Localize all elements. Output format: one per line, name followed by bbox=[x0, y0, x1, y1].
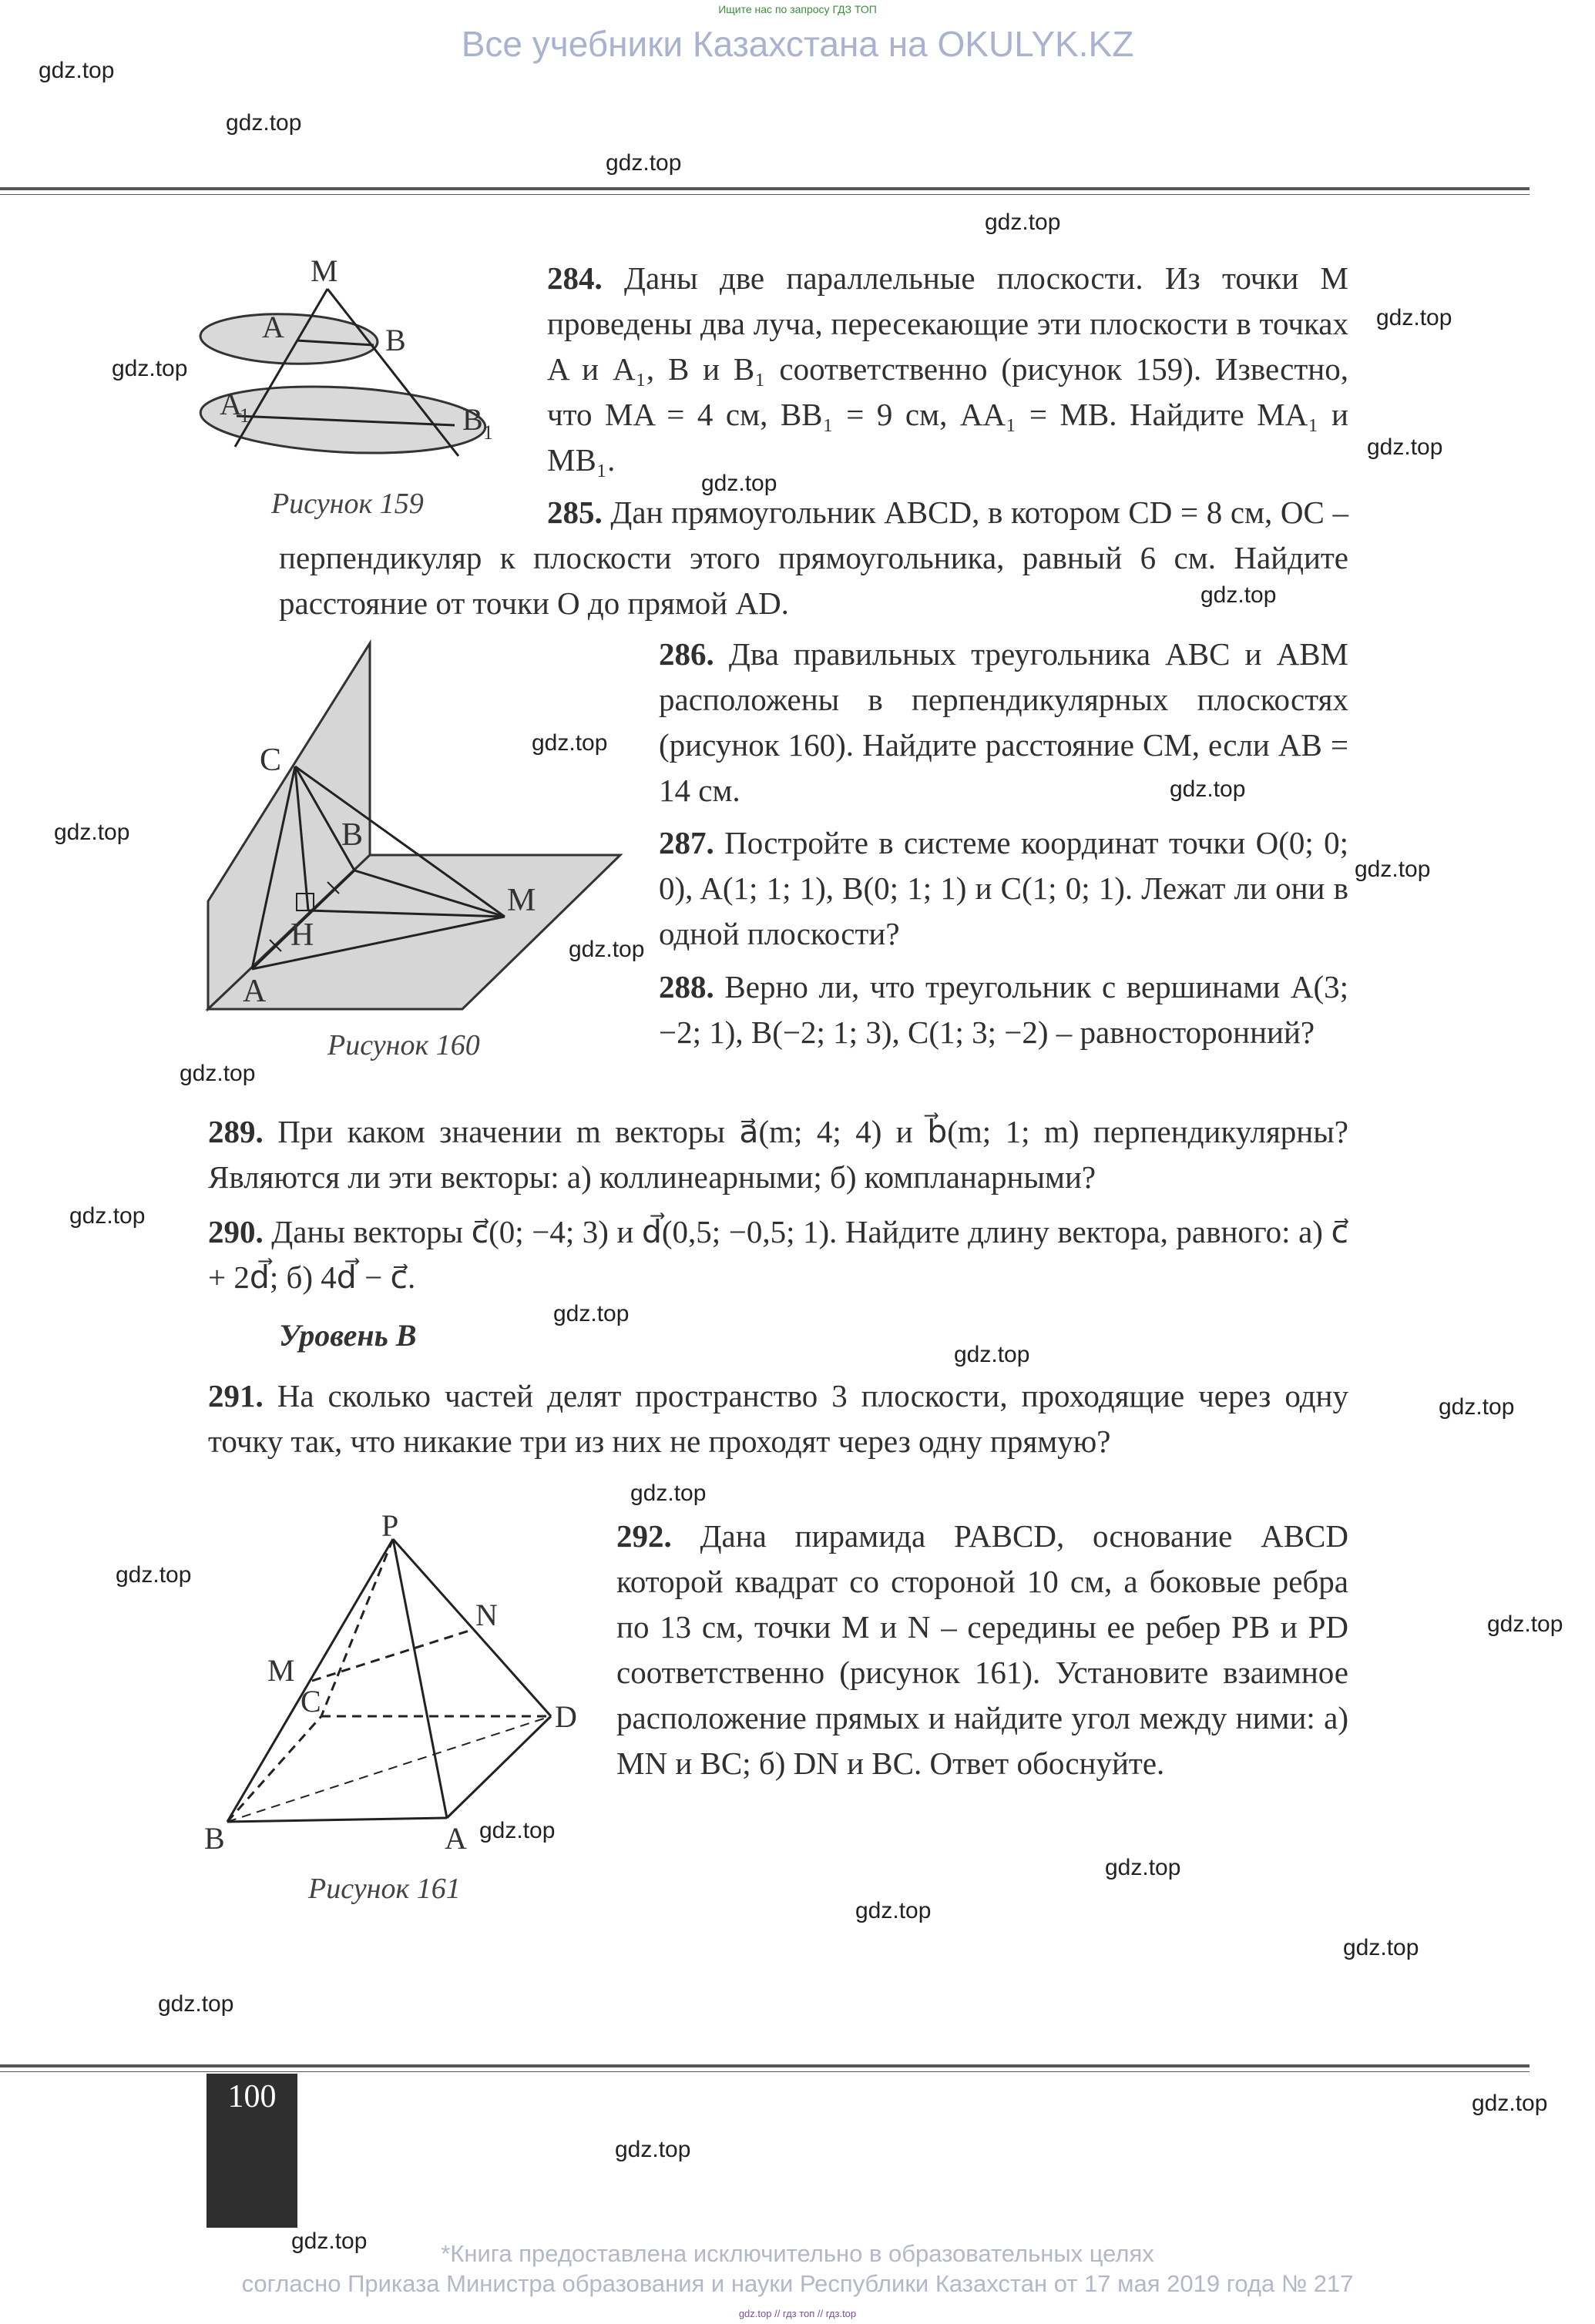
watermark: gdz.top bbox=[569, 937, 645, 962]
label-d: D bbox=[555, 1699, 577, 1734]
watermark: gdz.top bbox=[54, 820, 130, 845]
watermark: gdz.top bbox=[226, 110, 302, 136]
watermark: gdz.top bbox=[1355, 857, 1431, 882]
top-rule bbox=[0, 187, 1530, 190]
problem-text: Дан прямоугольник ABCD, в котором CD = 8 см, OC – перпендикуляр к плоскости этого прямоугольника, равный 6 см. Найдите расстояние от точки O до прямой AD. bbox=[279, 495, 1349, 621]
watermark: gdz.top bbox=[553, 1301, 630, 1326]
label-h: H bbox=[290, 917, 314, 953]
footer-small: gdz.top // гдз топ // гдз.top bbox=[738, 2308, 857, 2319]
problem-number: 285. bbox=[547, 495, 603, 530]
edge-ad bbox=[447, 1716, 551, 1818]
edge-ba bbox=[227, 1818, 447, 1822]
problem-291 bbox=[208, 1373, 1348, 1464]
problem-292 bbox=[616, 1514, 1348, 1786]
label-m: M bbox=[311, 254, 338, 288]
label-a1: A bbox=[220, 387, 242, 421]
footer-line-1: *Книга предоставлена исключительно в образовательных целях bbox=[441, 2240, 1154, 2267]
watermark: gdz.top bbox=[291, 2228, 368, 2254]
label-b: B bbox=[385, 323, 406, 357]
problem-number: 287. bbox=[659, 825, 714, 860]
watermark: gdz.top bbox=[615, 2137, 691, 2162]
top-rule-thin bbox=[0, 194, 1530, 195]
label-m: M bbox=[267, 1653, 295, 1688]
problem-289 bbox=[208, 1109, 1348, 1200]
caption-fig161: Рисунок 161 bbox=[308, 1873, 461, 1905]
watermark: gdz.top bbox=[1200, 582, 1277, 608]
problem-number: 291. bbox=[208, 1378, 264, 1414]
watermark: gdz.top bbox=[1367, 434, 1443, 460]
watermark: gdz.top bbox=[532, 730, 608, 756]
watermark: gdz.top bbox=[1343, 1935, 1419, 1960]
watermark: gdz.top bbox=[69, 1203, 146, 1229]
problem-number: 284. bbox=[547, 260, 603, 296]
caption-fig159: Рисунок 159 bbox=[271, 488, 424, 520]
footer-line-2: согласно Приказа Министра образования и науки Республики Казахстан от 17 мая 2019 года № 217 bbox=[241, 2270, 1354, 2297]
label-b: B bbox=[341, 817, 364, 853]
problem-text: Дана пирамида PABCD, основание ABCD которой квадрат со стороной 10 см, а боковые ребра по 13 см, точки M и N – середины ее ребер PB и PD соответственно (рисунок 161). Установите взаимное расположение прямых и найдите угол между ними: а) MN и BC; б) DN и BC. Ответ обоснуйте. bbox=[616, 1518, 1348, 1781]
edge-pc bbox=[321, 1539, 393, 1716]
problem-290 bbox=[208, 1209, 1348, 1300]
watermark: gdz.top bbox=[985, 210, 1061, 235]
watermark: gdz.top bbox=[1472, 2091, 1548, 2116]
edge-pd bbox=[393, 1539, 551, 1716]
caption-fig160: Рисунок 160 bbox=[327, 1029, 480, 1061]
site-title[interactable]: Все учебники Казахстана на OKULYK.KZ bbox=[461, 24, 1134, 64]
watermark: gdz.top bbox=[630, 1481, 707, 1506]
label-a: A bbox=[243, 974, 267, 1009]
watermark: gdz.top bbox=[1170, 776, 1246, 802]
edge-pa bbox=[393, 1539, 447, 1818]
label-b1-sub: 1 bbox=[483, 421, 493, 444]
top-note: Ищите нас по запросу ГДЗ ТОП bbox=[718, 3, 877, 15]
watermark: gdz.top bbox=[39, 58, 115, 83]
figure-159 bbox=[196, 254, 536, 485]
bottom-rule-thin bbox=[0, 2071, 1530, 2072]
problem-number: 290. bbox=[208, 1214, 264, 1249]
figure-160 bbox=[204, 639, 624, 1017]
label-a1-sub: 1 bbox=[240, 404, 250, 427]
bottom-rule bbox=[0, 2064, 1530, 2067]
segment-bd bbox=[227, 1716, 551, 1822]
problem-284 bbox=[547, 256, 1348, 483]
problem-text: При каком значении m векторы a⃗(m; 4; 4) и b⃗(m; 1; m) перпендикулярны? Являются ли эти векторы: а) коллинеарными; б) компланарными? bbox=[208, 1114, 1348, 1195]
label-n: N bbox=[475, 1598, 498, 1632]
problem-text: Верно ли, что треугольник с вершинами A(3; −2; 1), B(−2; 1; 3), C(1; 3; −2) – равносторонний? bbox=[659, 969, 1348, 1050]
label-c: C bbox=[301, 1684, 321, 1719]
label-c: C bbox=[260, 743, 282, 778]
label-p: P bbox=[381, 1510, 399, 1543]
watermark: gdz.top bbox=[606, 150, 682, 176]
problem-287 bbox=[659, 820, 1348, 957]
problem-text: Постройте в системе координат точки O(0; 0; 0), A(1; 1; 1), B(0; 1; 1) и C(1; 0; 1). Лежат ли они в одной плоскости? bbox=[659, 825, 1348, 951]
label-b1: B bbox=[462, 402, 483, 437]
watermark: gdz.top bbox=[479, 1818, 556, 1843]
level-heading: Уровень B bbox=[279, 1318, 417, 1353]
problem-text: Даны две параллельные плоскости. Из точки M проведены два луча, пересекающие эти плоскости в точках A и A₁, B и B₁ соответственно (рисунок 159). Известно, что MA = 4 см, BB₁ = 9 см, AA₁ = MB. Найдите MA₁ и MB₁. bbox=[547, 260, 1348, 478]
watermark: gdz.top bbox=[116, 1562, 192, 1588]
page-number: 100 bbox=[227, 2079, 277, 2114]
problem-text: На сколько частей делят пространство 3 плоскости, проходящие через одну точку так, что никакие три из них не проходят через одну прямую? bbox=[208, 1378, 1348, 1459]
watermark: gdz.top bbox=[180, 1061, 256, 1086]
problem-number: 292. bbox=[616, 1518, 672, 1554]
problem-285 bbox=[279, 490, 1348, 626]
label-a: A bbox=[262, 310, 284, 344]
label-b: B bbox=[204, 1821, 225, 1856]
watermark: gdz.top bbox=[1376, 305, 1452, 330]
watermark: gdz.top bbox=[1487, 1611, 1563, 1637]
watermark: gdz.top bbox=[954, 1342, 1030, 1367]
problem-288 bbox=[659, 964, 1348, 1055]
watermark: gdz.top bbox=[855, 1898, 932, 1923]
label-m: M bbox=[507, 883, 536, 918]
problem-text: Даны векторы c⃗(0; −4; 3) и d⃗(0,5; −0,5; 1). Найдите длину вектора, равного: а) c⃗ + 2d⃗; б) 4d⃗ − c⃗. bbox=[208, 1214, 1349, 1295]
problem-number: 286. bbox=[659, 636, 714, 672]
watermark: gdz.top bbox=[701, 471, 777, 496]
watermark: gdz.top bbox=[1439, 1394, 1515, 1420]
problem-number: 289. bbox=[208, 1114, 264, 1149]
watermark: gdz.top bbox=[1105, 1855, 1181, 1880]
watermark: gdz.top bbox=[158, 1991, 234, 2017]
problem-number: 288. bbox=[659, 969, 714, 1004]
watermark: gdz.top bbox=[112, 356, 188, 381]
problem-text: Два правильных треугольника ABC и ABM расположены в перпендикулярных плоскостях (рисунок 160). Найдите расстояние CM, если AB = 14 см. bbox=[659, 636, 1348, 808]
label-a: A bbox=[445, 1821, 467, 1856]
edge-pb bbox=[227, 1539, 393, 1822]
